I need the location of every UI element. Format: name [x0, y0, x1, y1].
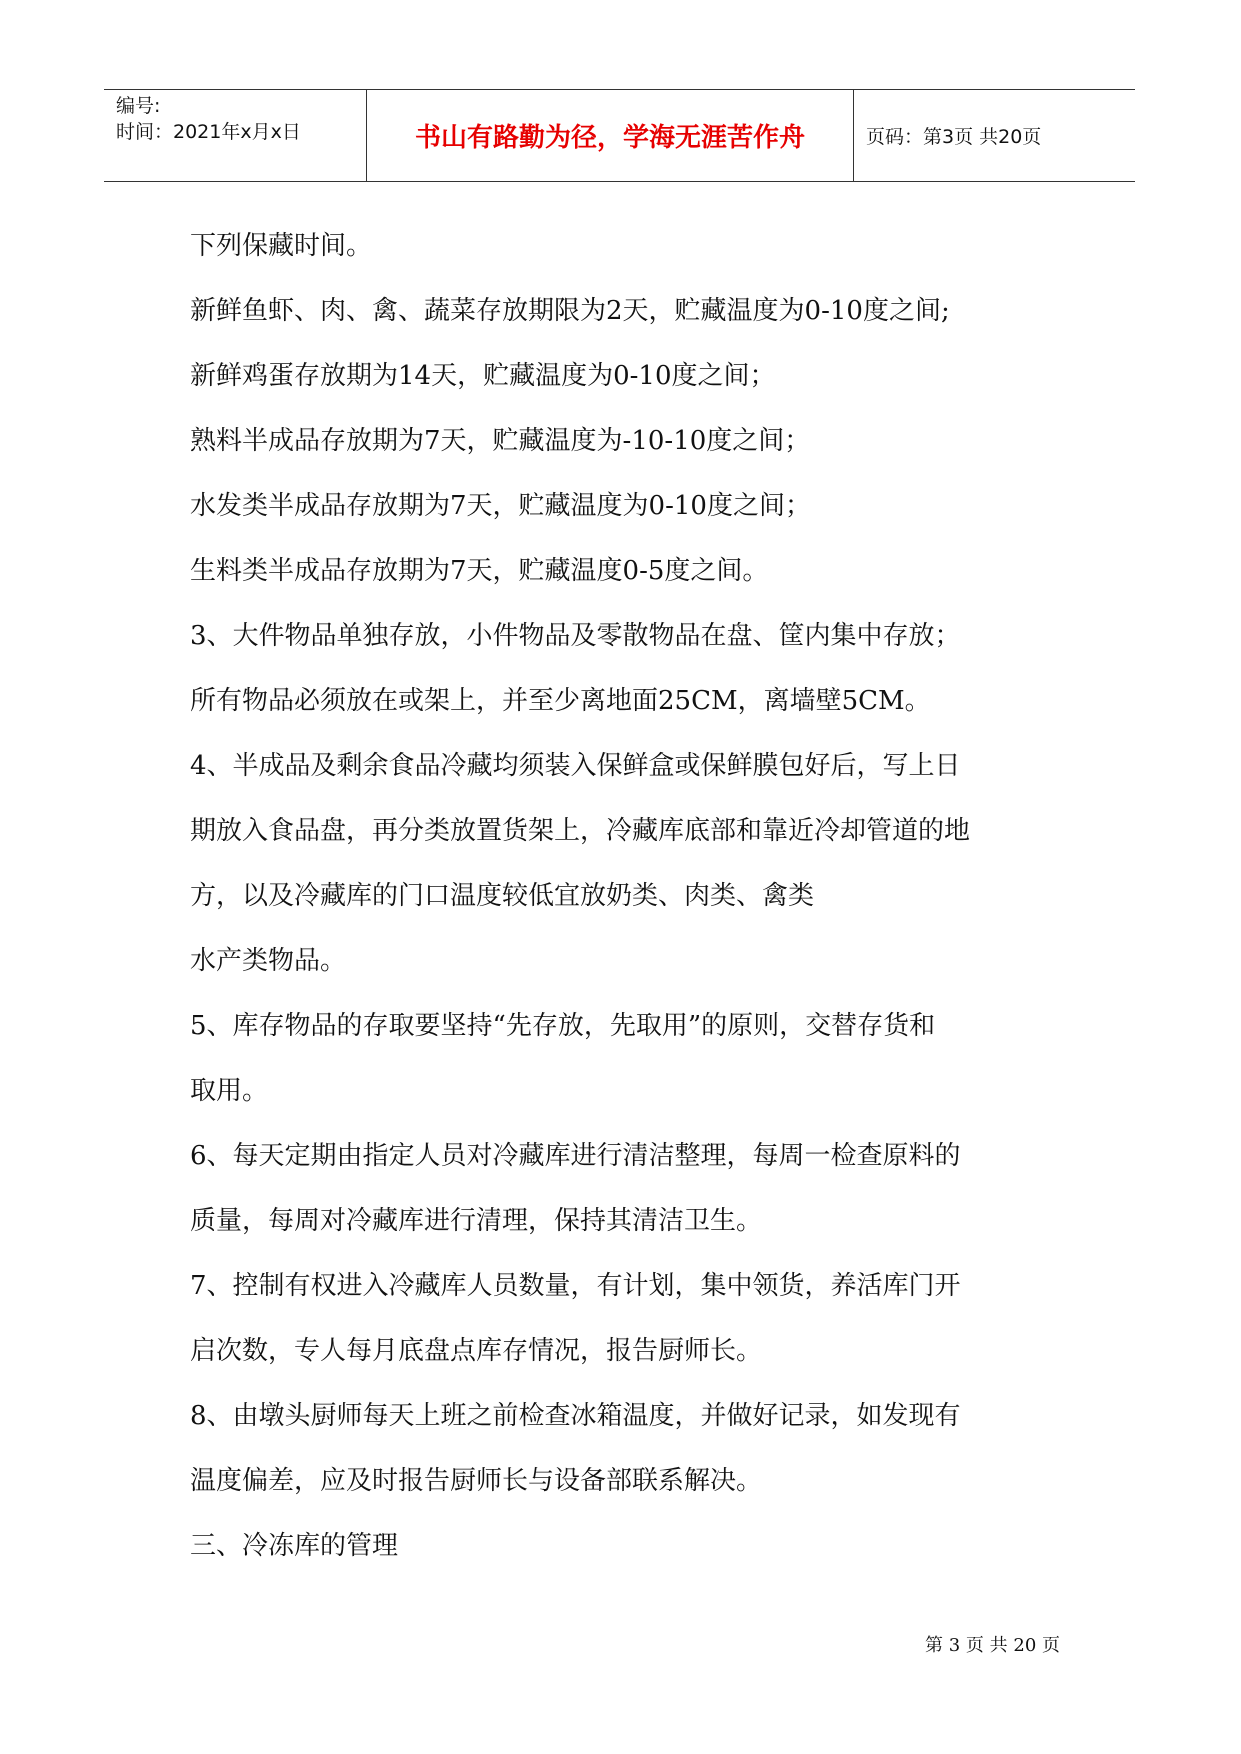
footer-page-number: 第 3 页 共 20 页	[925, 1635, 1060, 1656]
body-line: 7、控制有权进入冷藏库人员数量，有计划，集中领货，养活库门开	[190, 1271, 961, 1301]
body-line: 8、由墩头厨师每天上班之前检查冰箱温度，并做好记录，如发现有	[190, 1401, 961, 1431]
body-line: 启次数，专人每月底盘点库存情况，报告厨师长。	[190, 1336, 763, 1366]
body-line: 所有物品必须放在或架上，并至少离地面25CM，离墙壁5CM。	[190, 686, 931, 716]
section-heading: 三、冷冻库的管理	[190, 1531, 399, 1561]
document-body	[190, 214, 1070, 1579]
body-line: 水产类物品。	[190, 946, 347, 976]
body-line: 5、库存物品的存取要坚持“先存放，先取用”的原则，交替存货和	[190, 1011, 936, 1041]
body-line: 取用。	[190, 1076, 269, 1106]
body-line: 水发类半成品存放期为7天，贮藏温度为0-10度之间；	[190, 491, 811, 521]
header-motto: 书山有路勤为径，学海无涯苦作舟	[367, 90, 854, 181]
body-line: 期放入食品盘，再分类放置货架上，冷藏库底部和靠近冷却管道的地	[190, 816, 971, 846]
body-line: 3、大件物品单独存放，小件物品及零散物品在盘、筐内集中存放；	[190, 621, 961, 651]
body-line: 温度偏差，应及时报告厨师长与设备部联系解决。	[190, 1466, 763, 1496]
body-line: 6、每天定期由指定人员对冷藏库进行清洁整理，每周一检查原料的	[190, 1141, 961, 1171]
body-line: 方，以及冷藏库的门口温度较低宜放奶类、肉类、禽类	[190, 881, 815, 911]
page-header	[104, 89, 1135, 182]
body-line: 熟料半成品存放期为7天，贮藏温度为-10-10度之间；	[190, 426, 811, 456]
serial-label: 编号:	[116, 95, 161, 117]
time-label: 时间：2021年x月x日	[116, 121, 301, 143]
body-line: 新鲜鸡蛋存放期为14天，贮藏温度为0-10度之间；	[190, 361, 776, 391]
body-line: 质量，每周对冷藏库进行清理，保持其清洁卫生。	[190, 1206, 763, 1236]
header-page-number: 页码：第3页 共20页	[866, 126, 1042, 148]
body-line: 下列保藏时间。	[190, 231, 373, 261]
header-meta	[104, 90, 367, 181]
body-line: 生料类半成品存放期为7天，贮藏温度0-5度之间。	[190, 556, 769, 586]
body-line: 4、半成品及剩余食品冷藏均须装入保鲜盒或保鲜膜包好后，写上日	[190, 751, 961, 781]
body-line: 新鲜鱼虾、肉、禽、蔬菜存放期限为2天，贮藏温度为0-10度之间;	[190, 296, 950, 326]
